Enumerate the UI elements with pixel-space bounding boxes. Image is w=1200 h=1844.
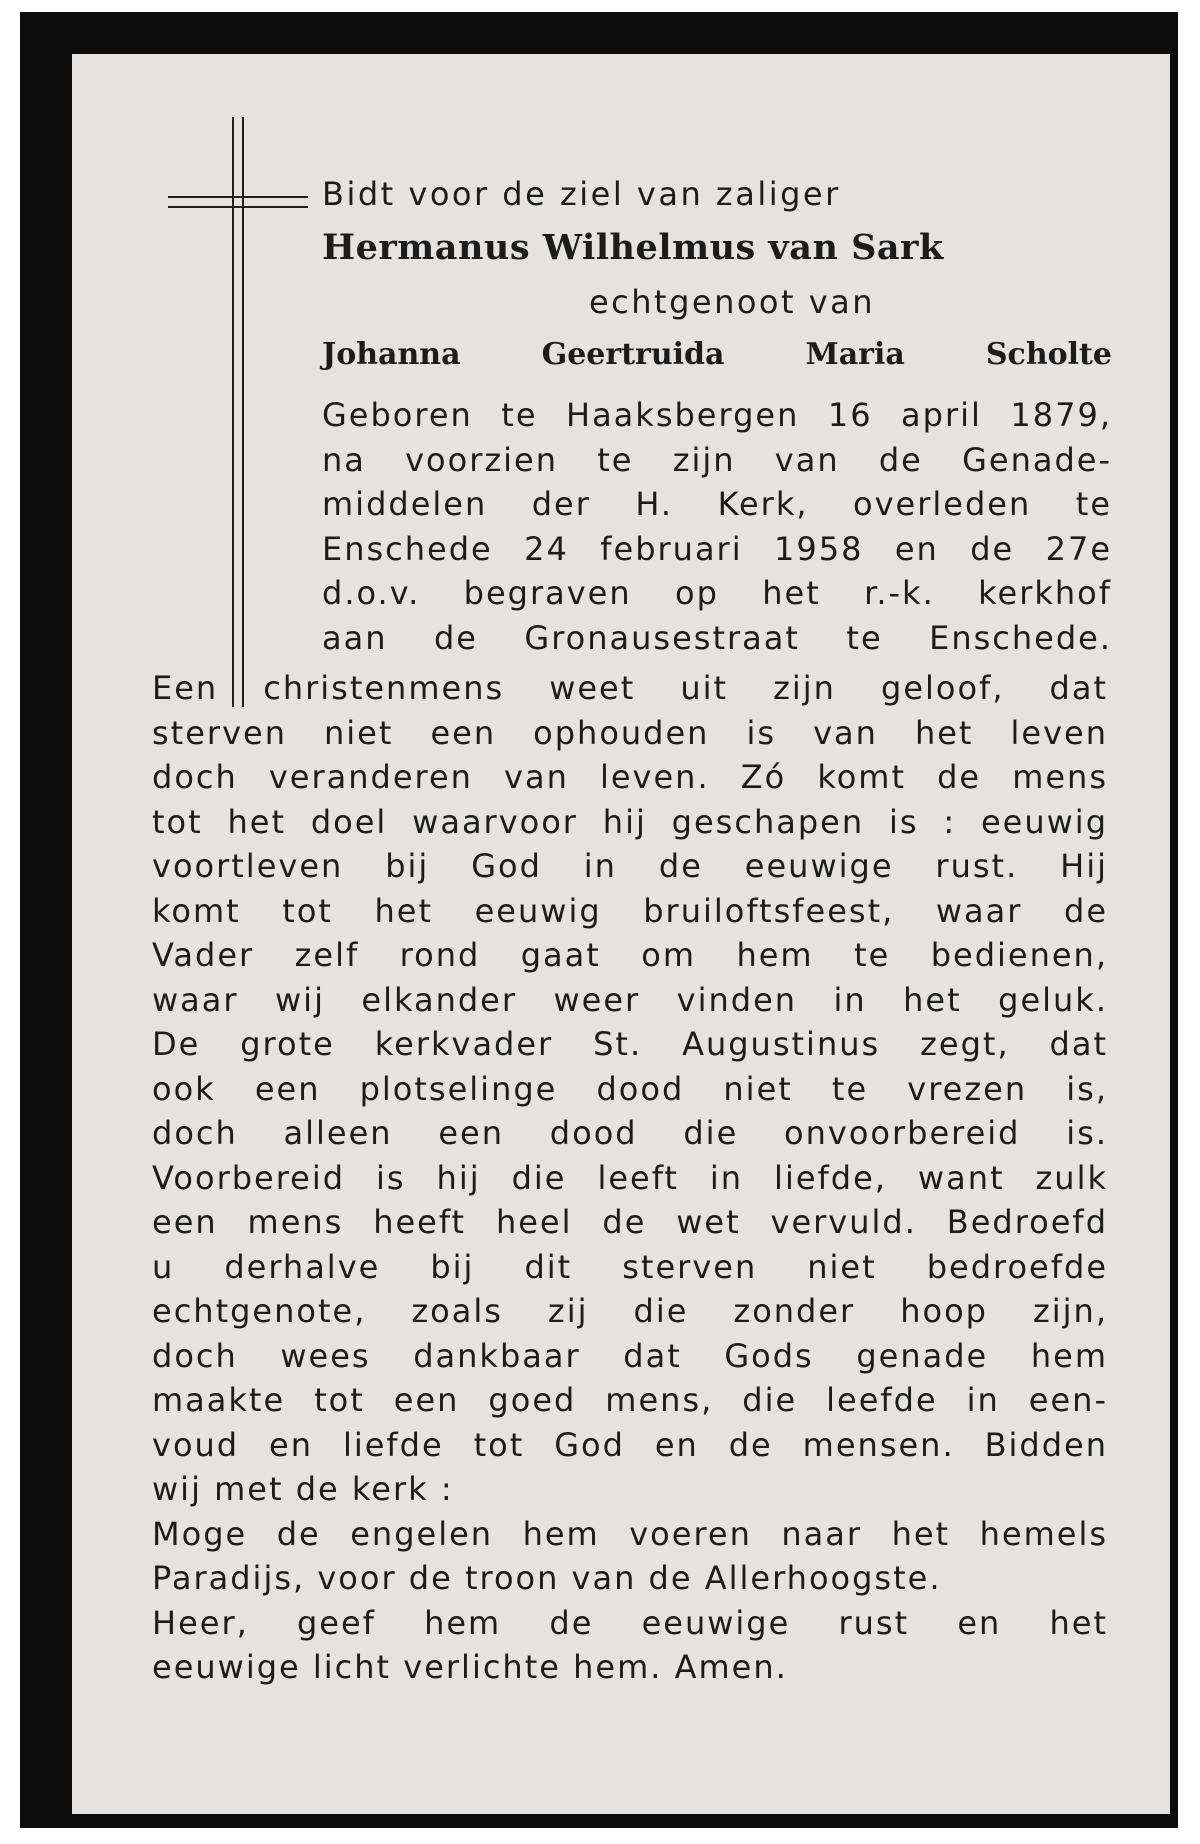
intro-text: Bidt voor de ziel van zaliger [322,175,841,213]
bio-line: Enschede 24 februari 1958 en de 27e [322,529,1112,568]
body-line: tot het doel waarvoor hij geschapen is : eeuwig [152,802,1108,841]
body-line: ook een plotselinge dood niet te vrezen is, [152,1069,1108,1108]
spouse-name [322,327,1112,383]
spouse-name-part: Geertruida [541,337,725,372]
card-header [322,169,1112,660]
cross-post-right [242,117,244,707]
cross-bar-bottom [168,206,308,208]
memorial-card [72,54,1170,1814]
body-line: doch wees dankbaar dat Gods genade hem [152,1336,1108,1375]
bio-line: Geboren te Haaksbergen 16 april 1879, [322,396,1112,434]
body-line: voud en liefde tot God en de mensen. Bidden [152,1425,1108,1464]
body-line: komt tot het eeuwig bruiloftsfeest, waar de [152,891,1108,930]
bio-line: na voorzien te zijn van de Genade- [322,440,1112,479]
body-line: maakte tot een goed mens, die leefde in een- [152,1381,1108,1419]
body-line: wij met de kerk : [152,1470,454,1508]
body-line: Vader zelf rond gaat om hem te bedienen, [152,936,1108,974]
bio-line: aan de Gronausestraat te Enschede. [322,618,1112,657]
cross-post-left [232,117,234,707]
bio-line: d.o.v. begraven op het r.-k. kerkhof [322,574,1112,612]
prayer-text-block [152,666,1108,1690]
body-line: De grote kerkvader St. Augustinus zegt, dat [152,1025,1108,1063]
deceased-name: Hermanus Wilhelmus van Sark [322,227,944,268]
body-line: een mens heeft heel de wet vervuld. Bedroefd [152,1203,1108,1241]
body-line: Moge de engelen hem voeren naar het hemels [152,1514,1108,1553]
body-line: doch alleen een dood die onvoorbereid is. [152,1114,1108,1152]
body-line: Heer, geef hem de eeuwige rust en het [152,1603,1108,1642]
body-line: voortleven bij God in de eeuwige rust. Hij [152,847,1108,885]
body-line: Paradijs, voor de troon van de Allerhoogste. [152,1559,942,1597]
body-line: waar wij elkander weer vinden in het geluk. [152,980,1108,1019]
bio-line: middelen der H. Kerk, overleden te [322,485,1112,523]
body-line: eeuwige licht verlichte hem. Amen. [152,1648,788,1686]
body-line: Een christenmens weet uit zijn geloof, dat [152,669,1108,707]
cross-icon [168,117,308,707]
biography-block [322,393,1112,660]
body-line: sterven niet een ophouden is van het leven [152,713,1108,752]
relation-text: echtgenoot van [588,283,876,321]
spouse-name-part: Maria [805,337,905,372]
body-line: Voorbereid is hij die leeft in liefde, want zulk [152,1158,1108,1197]
spouse-name-part: Scholte [985,337,1112,372]
body-line: doch veranderen van leven. Zó komt de mens [152,758,1108,796]
cross-bar-top [168,196,308,198]
black-border-frame [20,12,1178,1828]
body-line: u derhalve bij dit sterven niet bedroefde [152,1247,1108,1286]
body-line: echtgenote, zoals zij die zonder hoop zijn, [152,1292,1108,1330]
spouse-name-part: Johanna [322,337,461,372]
